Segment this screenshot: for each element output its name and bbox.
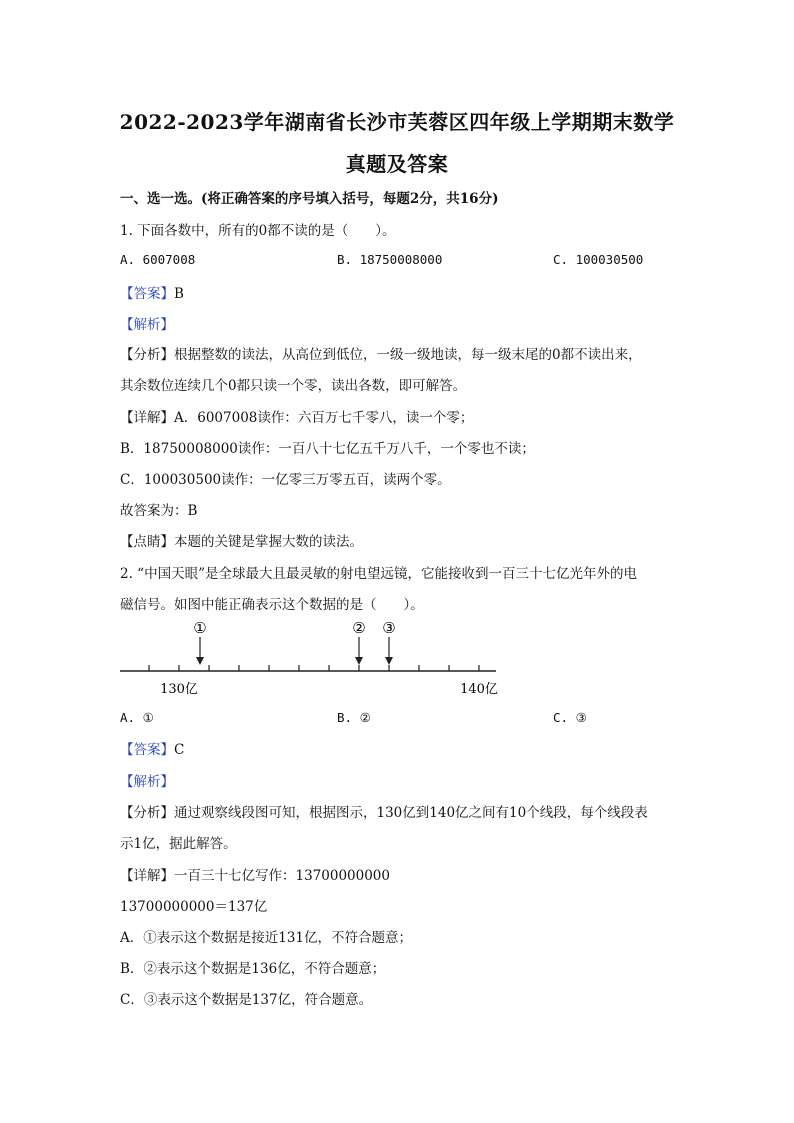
detail-text: 一百三十七亿写作：13700000000 [174, 868, 390, 884]
answer-tag: 【答案】 [120, 286, 174, 302]
fenxi-text: 通过观察线段图可知，根据图示，130亿到140亿之间有10个线段，每个线段表 [174, 805, 648, 821]
marker-3 [382, 619, 395, 665]
q2-answer [120, 738, 184, 758]
marker-2-arrowhead [355, 657, 363, 665]
document-title-line1: 2022-2023学年湖南省长沙市芙蓉区四年级上学期期末数学 [119, 110, 675, 134]
fenxi-text: 根据整数的读法，从高位到低位，一级一级地读，每一级末尾的0都不读出来， [174, 347, 642, 363]
q2-detail-line2: 13700000000＝137亿 [120, 899, 268, 915]
detail-tag: 【详解】 [120, 868, 174, 884]
q2-detail-line4: B．②表示这个数据是136亿，不符合题意； [120, 961, 386, 977]
q1-detail-line3: C．100030500读作：一亿零三万零五百，读两个零。 [120, 472, 451, 488]
q1-dianjing [120, 530, 363, 550]
q2-fenxi-line1 [120, 801, 648, 821]
marker-2 [352, 619, 365, 665]
detail-tag: 【详解】 [120, 410, 174, 426]
q1-detail-line2: B．18750008000读作：一百八十七亿五千万八千，一个零也不读； [120, 441, 535, 457]
detail-text: A．6007008读作：六百万七千零八，读一个零； [174, 410, 474, 426]
q2-question-line1: 2. “中国天眼”是全球最大且最灵敏的射电望远镜，它能接收到一百三十七亿光年外的电 [120, 566, 637, 582]
q2-analysis-tag: 【解析】 [120, 774, 174, 790]
marker-3-arrowhead [385, 657, 393, 665]
q1-detail-line1 [120, 406, 473, 426]
answer-value: B [174, 286, 184, 302]
marker-3-label: ③ [382, 619, 396, 637]
q2-option-a: A. ① [120, 710, 154, 725]
q2-option-b: B. ② [337, 710, 371, 725]
q1-option-a: A. 6007008 [120, 252, 196, 267]
q1-option-c: C. 100030500 [553, 252, 644, 267]
q2-option-c: C. ③ [553, 710, 587, 725]
dianjing-tag: 【点睛】 [120, 534, 174, 550]
dianjing-text: 本题的关键是掌握大数的读法。 [174, 534, 363, 550]
q1-fenxi-line1 [120, 343, 642, 363]
marker-1-arrowhead [196, 657, 204, 665]
marker-2-label: ② [352, 619, 366, 637]
fenxi-tag: 【分析】 [120, 805, 174, 821]
number-line-end-label: 140亿 [460, 682, 498, 697]
q2-detail-line1 [120, 864, 390, 884]
document-title-line2: 真题及答案 [345, 152, 449, 176]
number-line-figure [118, 615, 508, 700]
q1-analysis-tag: 【解析】 [120, 317, 174, 333]
marker-1-label: ① [193, 619, 207, 637]
number-line-ticks [149, 665, 479, 671]
answer-value: C [174, 742, 185, 758]
q1-conclusion: 故答案为：B [120, 503, 198, 519]
q2-detail-line5: C．③表示这个数据是137亿，符合题意。 [120, 992, 373, 1008]
section-heading: 一、选一选。(将正确答案的序号填入括号，每题2分，共16分) [120, 191, 499, 207]
number-line-start-label: 130亿 [160, 682, 198, 697]
q1-answer [120, 282, 184, 302]
answer-tag: 【答案】 [120, 742, 174, 758]
q2-fenxi-line2: 示1亿，据此解答。 [120, 836, 237, 852]
q1-fenxi-line2: 其余数位连续几个0都只读一个零，读出各数，即可解答。 [120, 378, 467, 394]
q1-question: 1. 下面各数中，所有的0都不读的是（ ）。 [120, 223, 396, 239]
marker-1 [193, 619, 206, 665]
q2-question-line2: 磁信号。如图中能正确表示这个数据的是（ ）。 [120, 597, 424, 613]
q1-option-b: B. 18750008000 [337, 252, 443, 267]
fenxi-tag: 【分析】 [120, 347, 174, 363]
q2-detail-line3: A．①表示这个数据是接近131亿，不符合题意； [120, 930, 413, 946]
